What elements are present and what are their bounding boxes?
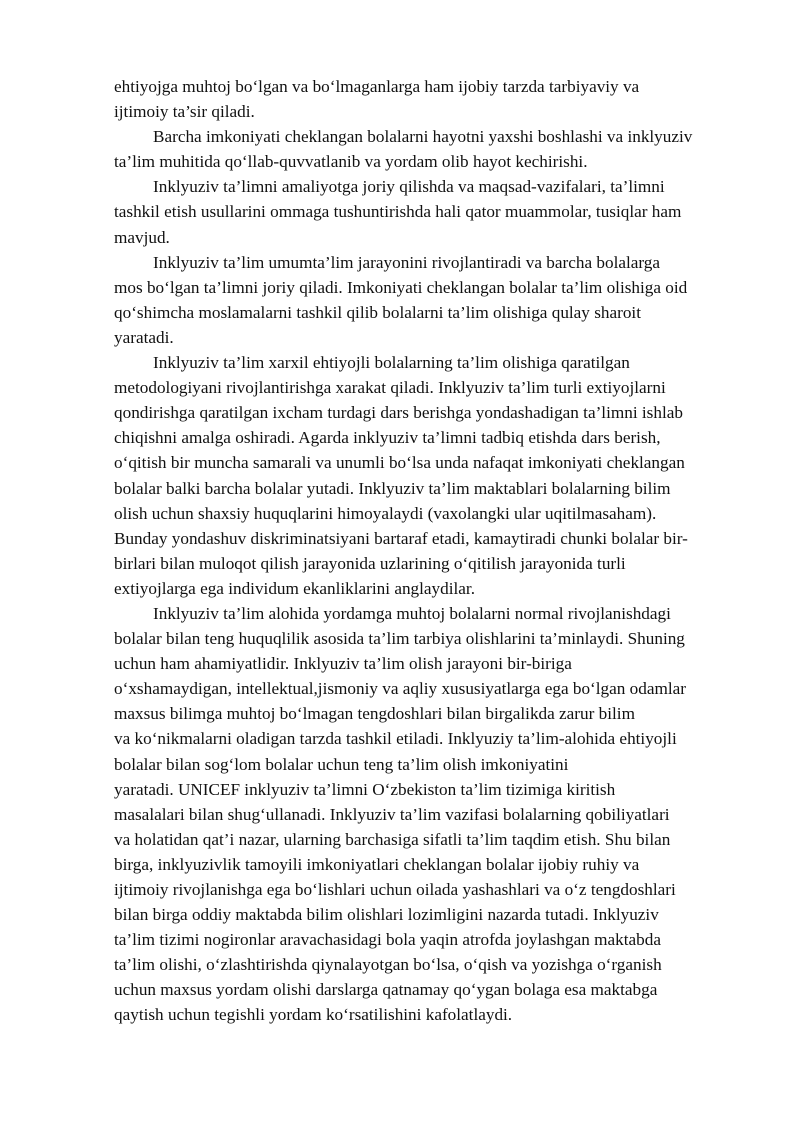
- text-line: bolalar bilan sog‘lom bolalar uchun teng ta’lim olish imkoniyatini: [114, 754, 569, 774]
- text-line: uchun ham ahamiyatlidir. Inklyuziv ta’lim olish jarayoni bir-biriga: [114, 654, 572, 674]
- text-line: bolalar balki barcha bolalar yutadi. Inklyuziv ta’lim maktablari bolalarning bilim: [114, 478, 671, 498]
- text-line: masalalari bilan shug‘ullanadi. Inklyuziv ta’lim vazifasi bolalarning qobiliyatlari: [114, 804, 670, 824]
- text-line: qondirishga qaratilgan ixcham turdagi dars berishga yondashadigan ta’limni ishlab: [114, 403, 683, 423]
- text-line: Bunday yondashuv diskriminatsiyani bartaraf etadi, kamaytiradi chunki bolalar bir-: [114, 528, 688, 548]
- text-line: olish uchun shaxsiy huquqlarini himoyalaydi (vaxolangki ular uqitilmasaham).: [114, 503, 657, 523]
- text-line: bolalar bilan teng huquqlilik asosida ta’lim tarbiya olishlarini ta’minlaydi. Shuning: [114, 629, 685, 649]
- text-line: ta’lim tizimi nogironlar aravachasidagi bola yaqin atrofda joylashgan maktabda: [114, 930, 661, 950]
- paragraph-first-line: Barcha imkoniyati cheklangan bolalarni hayotni yaxshi boshlashi va inklyuziv: [153, 127, 693, 147]
- text-line: ta’lim muhitida qo‘llab-quvvatlanib va yordam olib hayot kechirishi.: [114, 152, 588, 172]
- text-line: va ko‘nikmalarni oladigan tarzda tashkil etiladi. Inklyuziy ta’lim-alohida ehtiyojli: [114, 729, 677, 749]
- paragraph-first-line: Inklyuziv ta’limni amaliyotga joriy qilishda va maqsad-vazifalari, ta’limni: [153, 177, 665, 197]
- text-line: mavjud.: [114, 227, 170, 247]
- text-line: birga, inklyuzivlik tamoyili imkoniyatlari cheklangan bolalar ijobiy ruhiy va: [114, 854, 640, 874]
- paragraph-first-line: Inklyuziv ta’lim alohida yordamga muhtoj bolalarni normal rivojlanishdagi: [153, 603, 671, 623]
- body-text: [114, 74, 746, 1028]
- text-line: tashkil etish usullarini ommaga tushuntirishda hali qator muammolar, tusiqlar ham: [114, 202, 682, 222]
- text-line: ijtimoiy rivojlanishga ega bo‘lishlari uchun oilada yashashlari va o‘z tengdoshlari: [114, 880, 676, 899]
- text-line: mos bo‘lgan ta’limni joriy qiladi. Imkoniyati cheklangan bolalar ta’lim olishiga oid: [114, 277, 688, 297]
- paragraph-first-line: Inklyuziv ta’lim umumta’lim jarayonini rivojlantiradi va barcha bolalarga: [153, 252, 661, 272]
- text-line: yaratadi.: [114, 327, 174, 347]
- text-line: va holatidan qat’i nazar, ularning barchasiga sifatli ta’lim taqdim etish. Shu bilan: [114, 829, 671, 849]
- text-line: qaytish uchun tegishli yordam ko‘rsatilishini kafolatlaydi.: [114, 1005, 513, 1025]
- text-line: birlari bilan muloqot qilish jarayonida uzlarining o‘qitilish jarayonida turli: [114, 553, 626, 573]
- text-line: bilan birga oddiy maktabda bilim olishlari lozimligini nazarda tutadi. Inklyuziv: [114, 905, 659, 925]
- text-line: ehtiyojga muhtoj bo‘lgan va bo‘lmaganlarga ham ijobiy tarzda tarbiyaviy va: [114, 77, 640, 96]
- paragraph-first-line: Inklyuziv ta’lim xarxil ehtiyojli bolalarning ta’lim olishiga qaratilgan: [153, 353, 630, 373]
- text-line: ijtimoiy ta’sir qiladi.: [114, 102, 255, 122]
- text-line: metodologiyani rivojlantirishga xarakat qiladi. Inklyuziv ta’lim turli extiyojlarni: [114, 378, 666, 398]
- text-line: qo‘shimcha moslamalarni tashkil qilib bolalarni ta’lim olishiga qulay sharoit: [114, 302, 641, 322]
- text-line: extiyojlarga ega individum ekanliklarini anglaydilar.: [114, 578, 475, 598]
- text-line: yaratadi. UNICEF inklyuziv ta’limni O‘zbekiston ta’lim tizimiga kiritish: [114, 779, 616, 799]
- text-line: maxsus bilimga muhtoj bo‘lmagan tengdoshlari bilan birgalikda zarur bilim: [114, 704, 635, 724]
- text-line: chiqishni amalga oshiradi. Agarda inklyuziv ta’limni tadbiq etishda dars berish,: [114, 428, 661, 448]
- text-line: ta’lim olishi, o‘zlashtirishda qiynalayotgan bo‘lsa, o‘qish va yozishga o‘rganish: [114, 955, 662, 975]
- text-line: o‘xshamaydigan, intellektual,jismoniy va aqliy xususiyatlarga ega bo‘lgan odamlar: [114, 679, 686, 699]
- text-line: o‘qitish bir muncha samarali va unumli bo‘lsa unda nafaqat imkoniyati cheklangan: [114, 453, 685, 473]
- text-line: uchun maxsus yordam olishi darslarga qatnamay qo‘ygan bolaga esa maktabga: [114, 980, 658, 1000]
